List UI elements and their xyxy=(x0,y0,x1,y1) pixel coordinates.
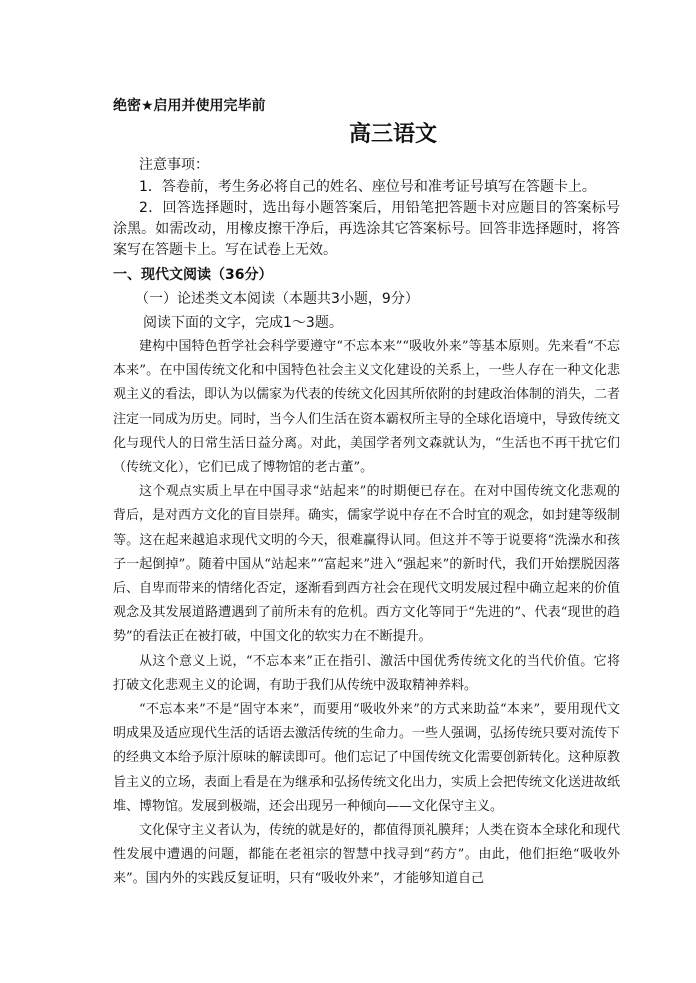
passage-paragraph-5: 文化保守主义者认为，传统的就是好的，都值得顶礼膜拜；人类在资本全球化和现代性发展中遭遇的问题，都能在老祖宗的智慧中找寻到“药方”。由此，他们拒绝“吸收外来”。国内外的实践反复证明，只有“吸收外来”，才能够知道自己 xyxy=(113,823,621,887)
reading-instruction: 阅读下面的文字，完成1～3题。 xyxy=(143,315,343,331)
passage-paragraph-3: 从这个意义上说，“不忘本来”正在指引、激活中国优秀传统文化的当代价值。它将打破文化悲观主义的论调，有助于我们从传统中汲取精神养料。 xyxy=(113,653,620,693)
passage-paragraph-1: 建构中国特色哲学社会科学要遵守“不忘本来”“吸收外来”等基本原则。先来看“不忘本来”。在中国传统文化和中国特色社会主义文化建设的关系上，一些人存在一种文化悲观主义的看法，即认为以儒家为代表的传统文化因其所依附的封建政治体制的消失，二者注定一同成为历史。同时，当今人们生活在资本霸权所主导的全球化语境中，导致传统文化与现代人的日常生活日益分离。对此，美国学者列文森就认为，“生活也不再干扰它们（传统文化），它们已成了博物馆的老古董”。 xyxy=(113,339,621,476)
note-item-1: 1．答卷前，考生务必将自己的姓名、座位号和准考证号填写在答题卡上。 xyxy=(139,179,596,195)
passage-paragraph-2: 这个观点实质上早在中国寻求“站起来”的时期便已存在。在对中国传统文化悲观的背后，是对西方文化的盲目崇拜。确实，儒家学说中存在不合时宜的观念，如封建等级制等。这在起来越追求现代文明的今天，很难赢得认同。但这并不等于说要将“洗澡水和孩子一起倒掉”。随着中国从“站起来”“富起来”进入“强起来”的新时代，我们开始摆脱因落后、自卑而带来的情绪化否定，逐渐看到西方社会在现代文明发展过程中确立起来的价值观念及其发展道路遭遇到了前所未有的危机。西方文化等同于“先进的”、代表“现世的趋势”的看法正在被打破，中国文化的软实力在不断提升。 xyxy=(113,484,621,645)
confidential-label: 绝密★启用并使用完毕前 xyxy=(113,98,266,114)
reading-passage xyxy=(113,335,620,892)
note-item-2: 2．回答选择题时，选出每小题答案后，用铅笔把答题卡对应题目的答案标号涂黑。如需改动，用橡皮擦干净后，再选涂其它答案标号。回答非选择题时，将答案写在答题卡上。写在试卷上无效。 xyxy=(113,200,620,258)
passage-paragraph-4: “不忘本来”不是“固守本来”，而要用“吸收外来”的方式来助益“本来”，要用现代文明成果及适应现代生活的话语去激活传统的生命力。一些人强调，弘扬传统只要对流传下的经典文本给予原汁原味的解读即可。他们忘记了中国传统文化需要创新转化。这种原教旨主义的立场，表面上看是在为继承和弘扬传统文化出力，实质上会把传统文化送进故纸堆、博物馆。发展到极端，还会出现另一种倾向——文化保守主义。 xyxy=(113,702,621,814)
subsection-heading: （一）论述类文本阅读（本题共3小题，9分） xyxy=(135,291,419,307)
exam-title: 高三语文 xyxy=(348,122,437,147)
section-heading: 一、现代文阅读（36分） xyxy=(113,267,273,283)
notes-heading: 注意事项： xyxy=(139,157,209,173)
